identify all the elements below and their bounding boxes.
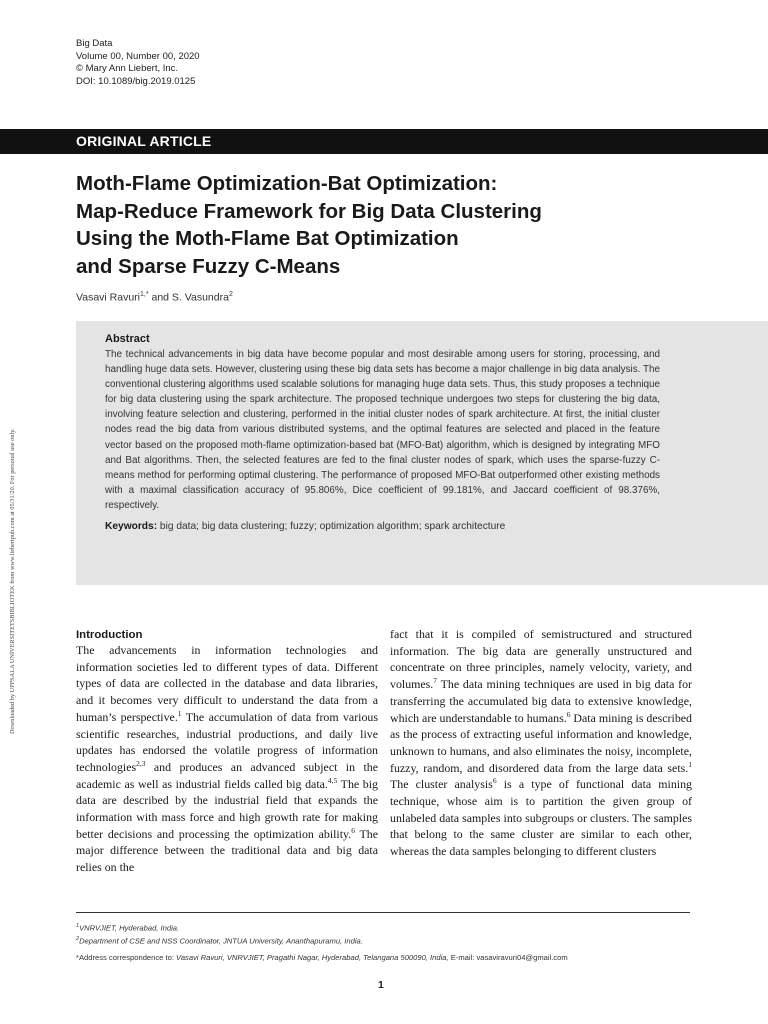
affiliation-marker: 1 (76, 923, 80, 929)
citation-ref[interactable]: 2,3 (136, 758, 146, 768)
body-text: fact that it is compiled of semistructured and structured information. The big data are generally unstructured and concentrate on three principles, namely velocity, variety, and volumes. (390, 627, 692, 692)
body-paragraph (76, 642, 378, 876)
keywords (105, 521, 660, 532)
correspondence-email[interactable]: E-mail: vasaviravuri04@gmail.com (448, 953, 568, 962)
body-text: is a type of functional data mining technique, whose aim is to partition the given group of unlabeled data samples into subgroups or clusters. The samples that belong to the same cluster are similar to each other, whereas the data samples belonging to different clusters (390, 777, 693, 859)
section-heading-introduction: Introduction (76, 629, 143, 641)
footnote-divider (76, 912, 690, 913)
title-line: Map-Reduce Framework for Big Data Clustering (76, 199, 542, 223)
body-text: and produces an advanced subject in the academic as well as industrial fields called big data. (76, 759, 378, 791)
citation-ref[interactable]: 6 (492, 776, 497, 786)
title-line: Moth-Flame Optimization-Bat Optimization: (76, 172, 498, 195)
citation-ref[interactable]: 1 (177, 708, 182, 718)
abstract-box (76, 321, 768, 585)
body-text: Data mining is described as the process of extracting useful information and knowledge, unknown to humans, and also eliminates the noisy, incomplete, fuzzy, random, and disordered data from the large data sets. (390, 710, 692, 775)
citation-ref[interactable]: 6 (566, 709, 571, 719)
affiliation-text: Department of CSE and NSS Coordinator, JNTUA University, Ananthapuramu, India. (79, 936, 363, 946)
abstract-heading: Abstract (105, 333, 150, 345)
citation-ref[interactable]: 4,5 (327, 775, 338, 785)
article-title (76, 170, 716, 280)
body-text: The major difference between the traditional data and big data relies on the (76, 826, 378, 875)
body-text: The big data are described by the industrial field that expands the information with mass force and high growth rate for making better decisions and processing the optimization ability. (76, 776, 378, 841)
body-text: The data mining techniques are used in big data for transferring the accumulated big data to extensive knowledge, which are understandable to humans. (390, 677, 692, 725)
citation-ref[interactable]: 7 (433, 676, 438, 686)
abstract-text: The technical advancements in big data have become popular and most desirable among users for storing, processing, and handling huge data sets. However, clustering using these big data sets has become a major challenge in big data analysis. The conventional clustering algorithms used scalable solutions for managing huge data sets. Thus, this study proposes a technique for big data clustering using the spark architecture. The proposed technique undergoes two steps for clustering the big data, involving feature selection and clustering, performed in the initial cluster nodes of spark architecture. At first, the initial cluster nodes read the big data from various distributed systems, and the optimal features are selected and placed in the feature vector based on the proposed moth-flame optimization-based bat (MFO-Bat) algorithm, which is designed by integrating MFO and Bat algorithms. Then, the selected features are fed to the final cluster nodes of spark, which uses the sparse-fuzzy C-means method for performing optimal clustering. The performance of proposed MFO-Bat outperformed other existing methods with a maximal classification accuracy of 95.806%, Dice coefficient of 99.181%, and Jaccard coefficient of 98.376%, respectively. (105, 349, 660, 511)
affiliation-2 (76, 934, 363, 947)
body-paragraph (390, 626, 692, 860)
author-connector: and (148, 291, 172, 304)
title-line: and Sparse Fuzzy C-Means (76, 254, 341, 278)
journal-header (76, 38, 200, 88)
citation-ref[interactable]: 6 (351, 825, 355, 835)
article-type-banner: ORIGINAL ARTICLE (0, 129, 768, 154)
affiliation-text: VNRVJIET, Hyderabad, India. (79, 923, 180, 933)
publisher-copyright: © Mary Ann Liebert, Inc. (76, 63, 179, 74)
author-affiliation-marker: 2 (228, 291, 233, 298)
affiliation-marker: 2 (76, 935, 80, 942)
body-column-right (390, 626, 692, 860)
download-watermark-text: Downloaded by UPPSALA UNIVERSITETSBIBLIOTEK from www.liebertpub.com at 05/31/20. For personal use only. (9, 428, 16, 734)
journal-name: Big Data (76, 38, 113, 49)
affiliations (76, 921, 363, 946)
author-name[interactable]: Vasavi Ravuri (76, 291, 140, 304)
doi-link[interactable]: DOI: 10.1089/big.2019.0125 (76, 75, 196, 87)
body-text: The advancements in information technologies and information societies led to different types of data. Different types of data are collected in the database and data libraries, and it becomes very difficult to understand the data from a human’s perspective. (76, 643, 378, 724)
title-line: Using the Moth-Flame Bat Optimization (76, 227, 459, 250)
keywords-label: Keywords: (105, 521, 158, 533)
author-list (76, 291, 233, 304)
author-name[interactable]: S. Vasundra (171, 291, 229, 304)
body-column-left (76, 628, 378, 876)
download-watermark (9, 294, 19, 734)
page-number: 1 (378, 979, 384, 991)
keywords-list: big data; big data clustering; fuzzy; optimization algorithm; spark architecture (157, 521, 506, 533)
affiliation-1 (76, 921, 363, 934)
correspondence-label: *Address correspondence to: (76, 953, 177, 962)
author-affiliation-marker: 1,* (140, 291, 149, 298)
correspondence-address: Vasavi Ravuri, VNRVJIET, Pragathi Nagar, Hyderabad, Telangana 500090, India, (176, 953, 449, 962)
citation-ref[interactable]: 1 (688, 759, 692, 769)
body-text: The accumulation of data from various scientific researches, industrial productions, and daily live updates has endorsed the volatile progress of information technologies (76, 709, 378, 774)
journal-volume: Volume 00, Number 00, 2020 (76, 50, 200, 62)
body-text: The cluster analysis (390, 777, 493, 792)
correspondence-note (76, 953, 568, 962)
